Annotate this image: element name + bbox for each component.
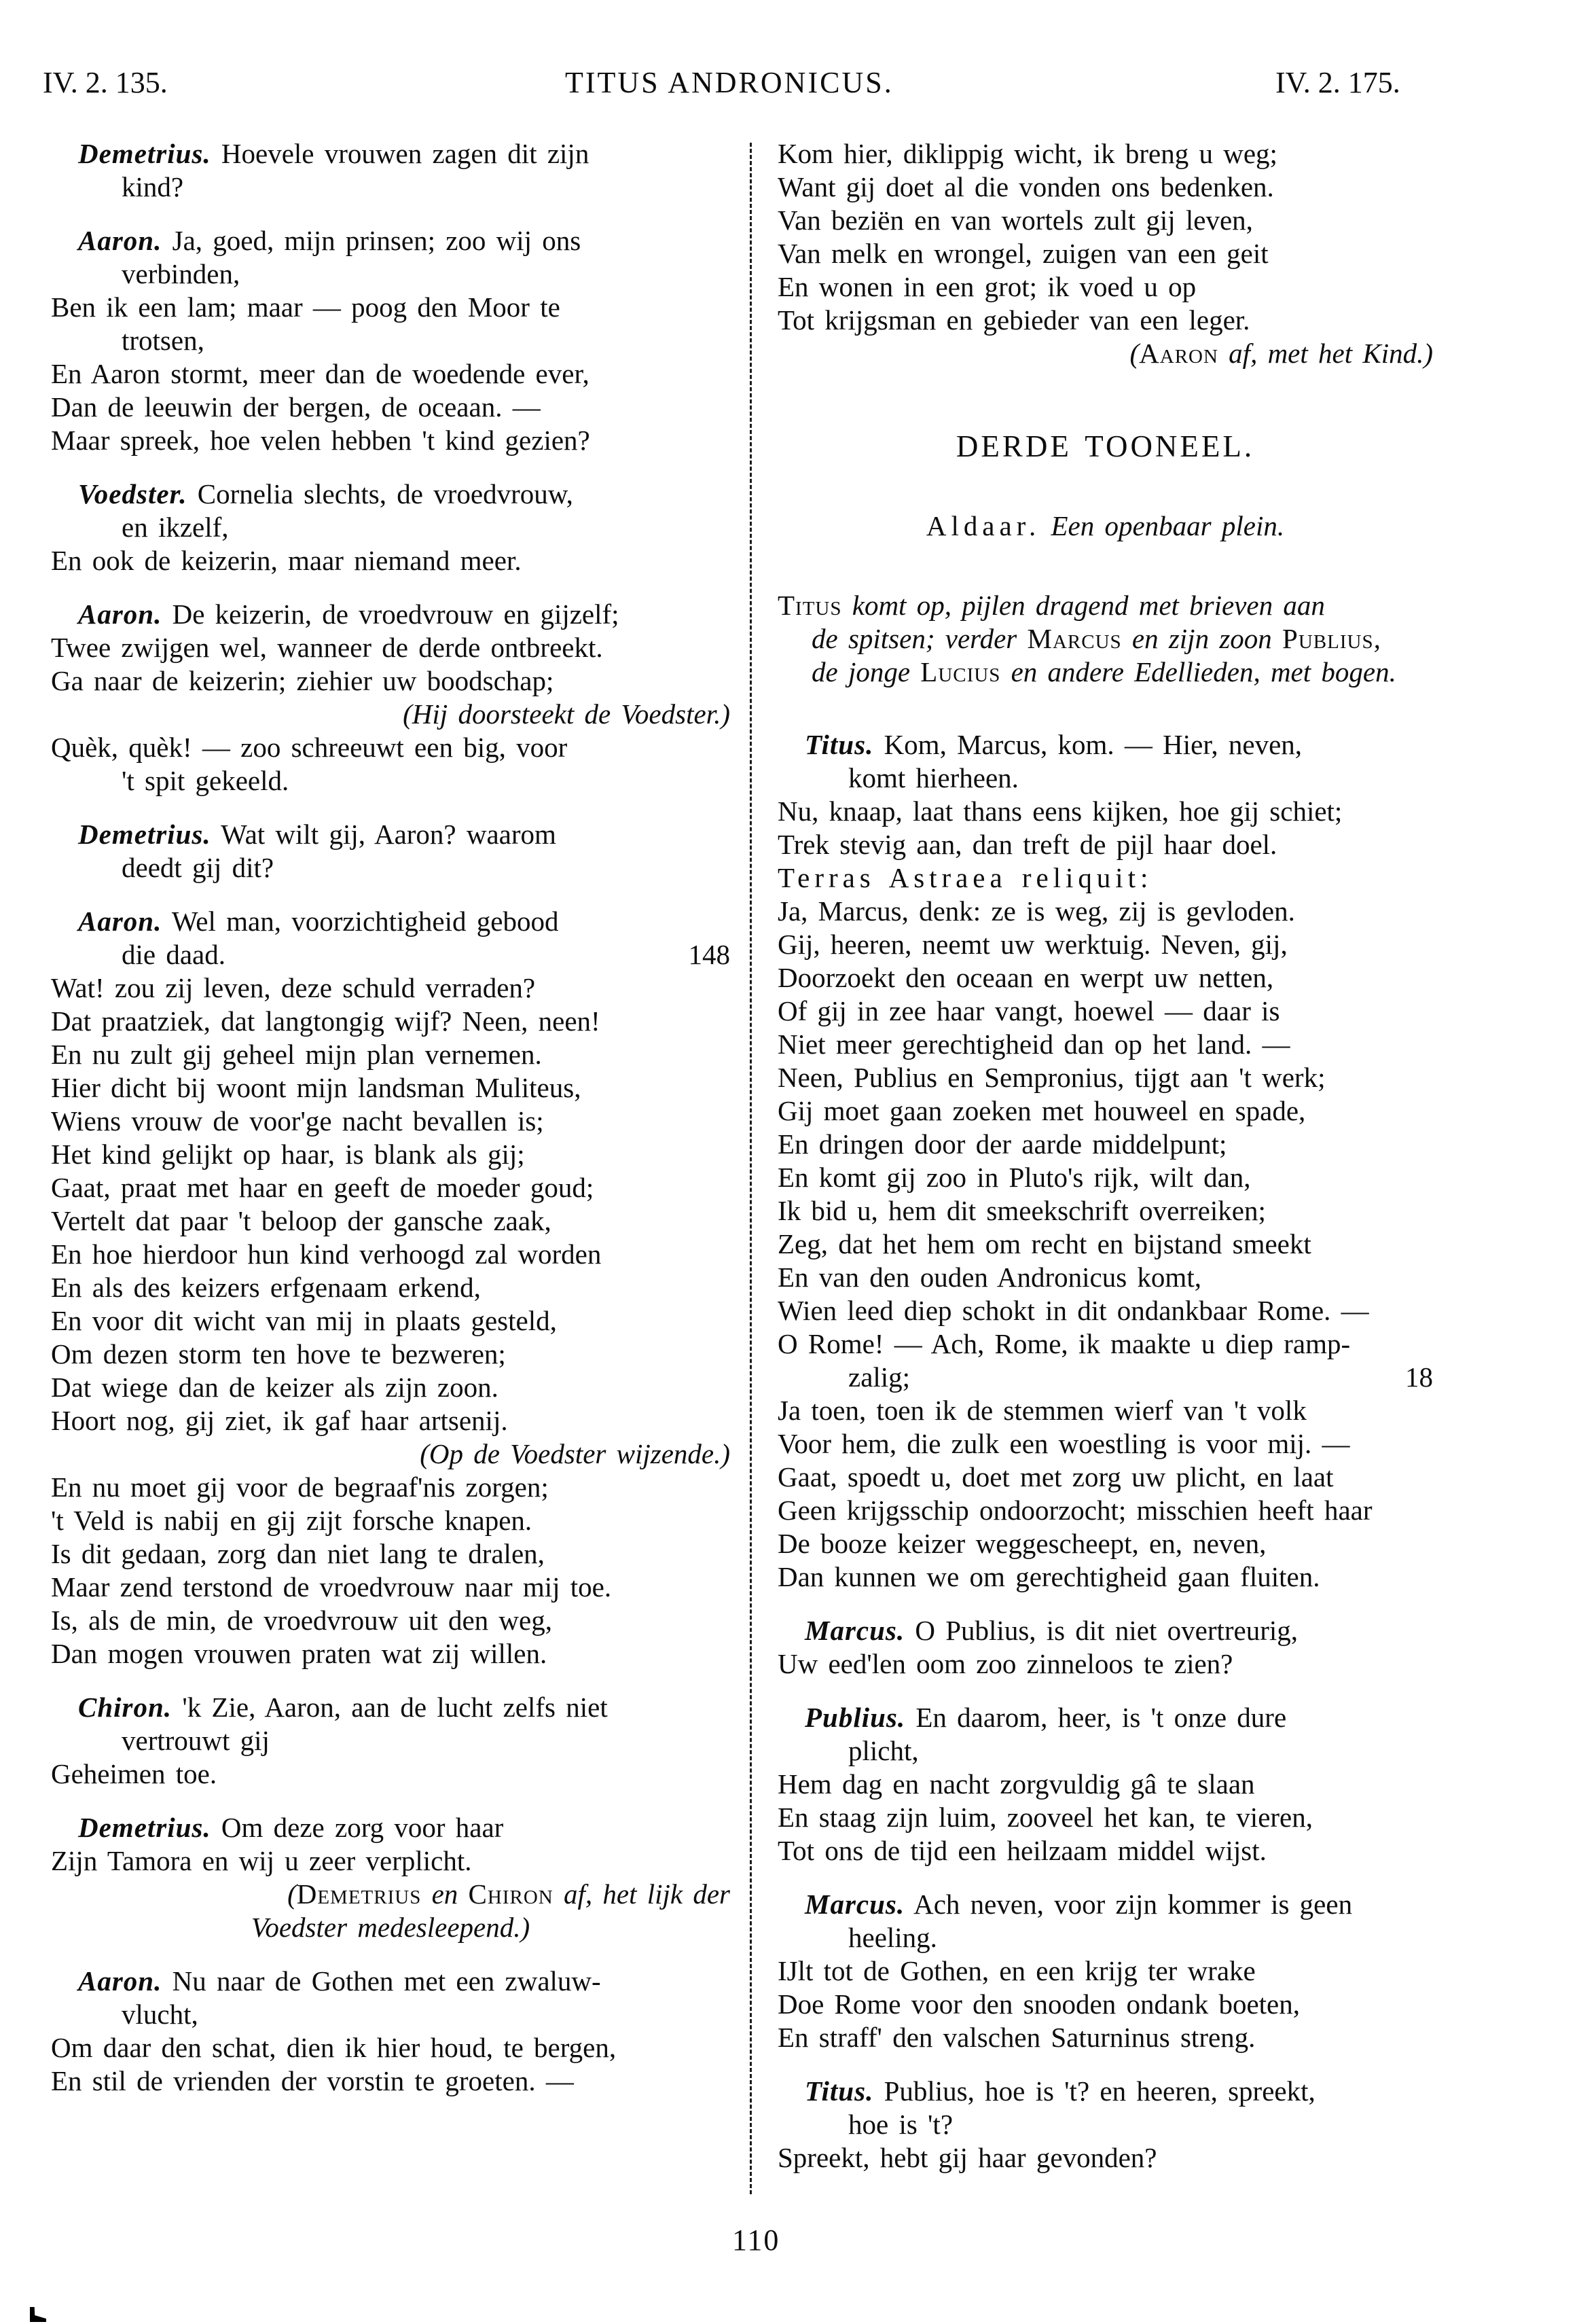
text-line — [51, 1911, 730, 1944]
speech-block — [51, 1965, 730, 2098]
left-column — [51, 137, 730, 2098]
text-line — [51, 631, 730, 664]
text-segment: Geen krijgsschip ondoorzocht; misschien heeft haar — [778, 1495, 1373, 1526]
text-line — [51, 731, 730, 764]
speech-block — [51, 905, 730, 1670]
speech-block — [778, 1614, 1433, 1681]
character-name-smallcaps: Titus — [778, 590, 842, 621]
text-line — [778, 1494, 1433, 1527]
text-segment: Nu, knaap, laat thans eens kijken, hoe gij schiet; — [778, 795, 1343, 827]
text-line — [51, 424, 730, 457]
speech-block — [51, 818, 730, 884]
text-segment: Dan mogen vrouwen praten wat zij willen. — [51, 1638, 547, 1669]
text-segment: Gaat, spoedt u, doet met zorg uw plicht, en laat — [778, 1461, 1334, 1492]
text-line — [51, 391, 730, 424]
text-segment: Hem dag en nacht zorgvuldig gâ te slaan — [778, 1768, 1255, 1800]
text-segment: Om dezen storm ten hove te bezweren; — [51, 1338, 506, 1370]
text-line — [778, 928, 1433, 961]
stage-direction-text: en zijn zoon — [1121, 623, 1283, 654]
text-segment: verbinden, — [122, 258, 240, 289]
text-line — [778, 1461, 1433, 1494]
text-segment: Nu naar de Gothen met een zwaluw- — [162, 1965, 601, 1997]
stage-direction-text: en — [421, 1878, 469, 1910]
text-line — [51, 698, 730, 731]
speaker-name: Titus. — [805, 2075, 874, 2107]
text-line — [51, 971, 730, 1005]
text-line — [51, 511, 730, 544]
text-line — [51, 1304, 730, 1338]
text-segment: En wonen in een grot; ik voed u op — [778, 271, 1197, 302]
page-number: 110 — [732, 2223, 780, 2257]
character-name-smallcaps: Marcus — [1027, 623, 1122, 654]
heading-block — [778, 430, 1433, 463]
page-corner-ink-mark — [30, 2307, 46, 2322]
text-line — [778, 1327, 1433, 1361]
running-head-title: TITUS ANDRONICUS. — [565, 66, 894, 99]
text-line — [778, 1228, 1433, 1261]
text-segment: Dan kunnen we om gerechtigheid gaan fluiten. — [778, 1561, 1320, 1592]
character-name-smallcaps: Demetrius — [296, 1878, 422, 1910]
text-line — [778, 1701, 1433, 1734]
text-segment: Wel man, voorzichtigheid gebood — [162, 906, 559, 937]
text-segment: Hoevele vrouwen zagen dit zijn — [211, 138, 589, 169]
text-line — [51, 291, 730, 324]
text-segment: zalig; — [848, 1361, 911, 1393]
text-line — [778, 237, 1433, 270]
speaker-name: Marcus. — [805, 1889, 905, 1920]
text-line — [51, 1371, 730, 1404]
text-segment: En voor dit wicht van mij in plaats gesteld, — [51, 1305, 557, 1336]
speech-block — [51, 224, 730, 457]
text-segment: 'k Zie, Aaron, aan de lucht zelfs niet — [172, 1692, 608, 1723]
text-line — [51, 1504, 730, 1537]
text-line — [51, 1604, 730, 1637]
text-line — [51, 1204, 730, 1238]
text-segment: Wat wilt gij, Aaron? waarom — [211, 819, 556, 850]
text-line — [778, 1427, 1433, 1461]
stage-direction-text: de spitsen; verder — [812, 623, 1028, 654]
text-line — [778, 1161, 1433, 1194]
text-line — [778, 1294, 1433, 1327]
text-line — [51, 171, 730, 204]
text-segment: Van beziën en van wortels zult gij leven, — [778, 204, 1253, 236]
stage-direction-text: af, het lijk der — [553, 1878, 730, 1910]
text-line — [778, 1094, 1433, 1128]
text-segment: Ik bid u, hem dit smeekschrift overreiken; — [778, 1195, 1266, 1226]
text-segment: Tot ons de tijd een heilzaam middel wijst. — [778, 1835, 1267, 1866]
speaker-name: Demetrius. — [78, 1812, 211, 1843]
text-segment: Is, als de min, de vroedvrouw uit den weg, — [51, 1605, 552, 1636]
right-column — [778, 137, 1433, 2175]
text-segment: die daad. — [122, 939, 225, 970]
text-segment: En van den ouden Andronicus komt, — [778, 1262, 1201, 1293]
text-line — [778, 589, 1433, 622]
speech-block — [778, 137, 1433, 370]
text-line — [51, 764, 730, 798]
text-segment: Twee zwijgen wel, wanneer de derde ontbreekt. — [51, 632, 603, 663]
text-segment: En staag zijn luim, zooveel het kan, te vieren, — [778, 1802, 1313, 1833]
text-segment: Wien leed diep schokt in dit ondankbaar Rome. — — [778, 1295, 1369, 1326]
text-line — [778, 204, 1433, 237]
text-line — [778, 1128, 1433, 1161]
text-line — [778, 2108, 1433, 2141]
text-line — [778, 622, 1433, 656]
speech-block — [778, 728, 1433, 1594]
text-line — [778, 137, 1433, 171]
text-line — [778, 1614, 1433, 1647]
text-line — [778, 430, 1433, 463]
text-line — [51, 137, 730, 171]
text-line — [778, 828, 1433, 861]
stage-direction-text: Voedster medesleepend.) — [251, 1912, 530, 1943]
text-line — [51, 1637, 730, 1670]
text-segment: O Publius, is dit niet overtreurig, — [905, 1615, 1299, 1646]
text-segment: Niet meer gerechtigheid dan op het land. — — [778, 1029, 1290, 1060]
text-line — [778, 337, 1433, 370]
text-segment: Wiens vrouw de voor'ge nacht bevallen is; — [51, 1105, 544, 1137]
text-line — [51, 544, 730, 577]
text-line — [778, 1768, 1433, 1801]
text-line — [778, 1647, 1433, 1681]
speech-block — [51, 1691, 730, 1791]
text-segment: Gij, heeren, neemt uw werktuig. Neven, gij, — [778, 929, 1288, 960]
text-line — [778, 995, 1433, 1028]
text-segment: DERDE TOONEEL. — [956, 429, 1255, 463]
text-segment: En Aaron stormt, meer dan de woedende ever, — [51, 358, 589, 389]
text-line — [778, 1028, 1433, 1061]
text-segment: Spreekt, hebt gij haar gevonden? — [778, 2142, 1157, 2173]
text-segment: vertrouwt gij — [122, 1725, 270, 1756]
stage-direction-text: ( — [287, 1878, 297, 1910]
text-line — [778, 895, 1433, 928]
text-segment: O Rome! — Ach, Rome, ik maakte u diep ramp- — [778, 1328, 1351, 1359]
spaced-text: Terras Astraea reliquit: — [778, 862, 1153, 893]
text-line — [51, 938, 730, 971]
text-segment — [1040, 510, 1051, 541]
speech-block — [51, 1811, 730, 1944]
stage-direction-text: de jonge — [812, 656, 921, 687]
text-segment: Tot krijgsman en gebieder van een leger. — [778, 304, 1250, 336]
speaker-name: Chiron. — [78, 1692, 173, 1723]
speaker-name: Aaron. — [78, 906, 162, 937]
text-segment: Zeg, dat het hem om recht en bijstand smeekt — [778, 1228, 1311, 1259]
text-segment: komt hierheen. — [848, 762, 1019, 793]
stage-direction-text: ( — [1129, 338, 1140, 369]
text-segment: Dat wiege dan de keizer als zijn zoon. — [51, 1372, 498, 1403]
text-segment: En nu moet gij voor de begraaf'nis zorgen; — [51, 1471, 549, 1503]
text-line — [51, 478, 730, 511]
text-line — [51, 1437, 730, 1471]
text-line — [51, 1571, 730, 1604]
text-segment: Doorzoekt den oceaan en werpt uw netten, — [778, 962, 1274, 993]
text-line — [778, 270, 1433, 304]
speaker-name: Publius. — [805, 1702, 906, 1733]
text-line — [51, 224, 730, 257]
text-line — [51, 1844, 730, 1878]
speaker-name: Marcus. — [805, 1615, 905, 1646]
text-segment: Maar zend terstond de vroedvrouw naar mij toe. — [51, 1571, 612, 1603]
text-segment: Of gij in zee haar vangt, hoewel — daar is — [778, 995, 1280, 1026]
speaker-name: Aaron. — [78, 1965, 162, 1997]
text-segment: Ga naar de keizerin; ziehier uw boodschap; — [51, 665, 554, 696]
speech-block — [51, 137, 730, 204]
verse-line-number: 148 — [688, 939, 730, 970]
text-line — [778, 1560, 1433, 1594]
entrance-block — [778, 589, 1433, 689]
stage-direction-text: Een openbaar plein. — [1051, 510, 1285, 541]
text-line — [778, 961, 1433, 995]
text-line — [51, 1038, 730, 1071]
text-line — [51, 851, 730, 884]
text-segment: Hier dicht bij woont mijn landsman Muliteus, — [51, 1072, 581, 1103]
text-line — [778, 762, 1433, 795]
text-segment: plicht, — [848, 1735, 919, 1766]
text-segment: trotsen, — [122, 325, 204, 356]
character-name-smallcaps: Aaron — [1139, 338, 1218, 369]
text-line — [778, 1954, 1433, 1988]
text-line — [778, 1061, 1433, 1094]
text-line — [51, 1404, 730, 1437]
text-line — [778, 1801, 1433, 1834]
text-line — [51, 1998, 730, 2031]
text-line — [51, 818, 730, 851]
text-line — [51, 1171, 730, 1204]
text-line — [51, 598, 730, 631]
text-segment: Doe Rome voor den snooden ondank boeten, — [778, 1988, 1300, 2020]
text-segment: Publius, hoe is 't? en heeren, spreekt, — [873, 2075, 1315, 2107]
text-segment: Ach neven, voor zijn kommer is geen — [905, 1889, 1353, 1920]
text-segment: En straff' den valschen Saturninus streng. — [778, 2022, 1256, 2053]
text-segment: deedt gij dit? — [122, 852, 274, 883]
text-segment: De keizerin, de vroedvrouw en gijzelf; — [162, 598, 619, 630]
stage-direction-text: en andere Edellieden, met bogen. — [1000, 656, 1396, 687]
text-line — [778, 1261, 1433, 1294]
text-line — [51, 2064, 730, 2098]
text-segment: 't Veld is nabij en gij zijt forsche knapen. — [51, 1505, 532, 1536]
text-segment: En ook de keizerin, maar niemand meer. — [51, 545, 522, 576]
character-name-smallcaps: Publius — [1282, 623, 1374, 654]
text-line — [51, 1105, 730, 1138]
text-segment: Ben ik een lam; maar — poog den Moor te — [51, 291, 560, 323]
text-segment: heeling. — [848, 1922, 937, 1953]
text-line — [778, 510, 1433, 543]
text-line — [51, 1537, 730, 1571]
verse-line-number: 18 — [1405, 1361, 1433, 1393]
text-line — [778, 656, 1433, 689]
text-segment: Hoort nog, gij ziet, ik gaf haar artsenij. — [51, 1405, 508, 1436]
text-segment: Zijn Tamora en wij u zeer verplicht. — [51, 1845, 472, 1876]
text-line — [778, 2075, 1433, 2108]
text-segment: Ja, goed, mijn prinsen; zoo wij ons — [162, 225, 581, 256]
text-line — [51, 324, 730, 357]
text-segment: hoe is 't? — [848, 2109, 954, 2140]
text-line — [51, 2031, 730, 2064]
spaced-text: Aldaar. — [926, 510, 1041, 541]
text-segment: Om deze zorg voor haar — [211, 1812, 504, 1843]
speech-block — [51, 598, 730, 798]
text-segment: Geheimen toe. — [51, 1758, 217, 1789]
text-line — [51, 257, 730, 291]
speech-block — [778, 2075, 1433, 2175]
text-line — [778, 1988, 1433, 2021]
text-segment: IJlt tot de Gothen, en een krijg ter wrake — [778, 1955, 1256, 1986]
text-line — [778, 2141, 1433, 2175]
text-segment: Van melk en wrongel, zuigen van een geit — [778, 238, 1269, 269]
speech-block — [778, 1701, 1433, 1867]
text-segment: en ikzelf, — [122, 512, 229, 543]
text-segment: Wat! zou zij leven, deze schuld verraden? — [51, 972, 536, 1003]
text-line — [778, 304, 1433, 337]
text-line — [778, 861, 1433, 895]
text-line — [778, 1888, 1433, 1921]
stage-direction-text: af, met het Kind.) — [1218, 338, 1433, 369]
speaker-name: Demetrius. — [78, 138, 211, 169]
text-segment: Is dit gedaan, zorg dan niet lang te dralen, — [51, 1538, 545, 1569]
text-line — [51, 1965, 730, 1998]
running-head-act-scene-left: IV. 2. 135. — [43, 66, 168, 99]
text-line — [51, 1271, 730, 1304]
text-line — [778, 728, 1433, 762]
speech-block — [778, 1888, 1433, 2054]
text-segment: En daarom, heer, is 't onze dure — [905, 1702, 1287, 1733]
stage-direction-text: (Op de Voedster wijzende.) — [420, 1438, 730, 1469]
text-line — [51, 905, 730, 938]
text-line — [778, 1394, 1433, 1427]
text-segment: Trek stevig aan, dan treft de pijl haar doel. — [778, 829, 1277, 860]
text-segment: En stil de vrienden der vorstin te groeten. — — [51, 2065, 574, 2096]
text-segment: Gaat, praat met haar en geeft de moeder goud; — [51, 1172, 594, 1203]
text-segment: En komt gij zoo in Pluto's rijk, wilt dan, — [778, 1162, 1251, 1193]
character-name-smallcaps: Lucius — [920, 656, 1001, 687]
text-segment: De booze keizer weggescheept, en, neven, — [778, 1528, 1267, 1559]
text-segment: Maar spreek, hoe velen hebben 't kind gezien? — [51, 425, 590, 456]
column-divider-rule — [750, 143, 752, 2194]
speaker-name: Aaron. — [78, 598, 162, 630]
text-segment: Kom hier, diklippig wicht, ik breng u weg; — [778, 138, 1277, 169]
text-line — [51, 1138, 730, 1171]
text-line — [778, 1921, 1433, 1954]
text-segment: En als des keizers erfgenaam erkend, — [51, 1272, 481, 1303]
text-line — [51, 1811, 730, 1844]
text-segment: Het kind gelijkt op haar, is blank als gij; — [51, 1139, 525, 1170]
text-line — [51, 1005, 730, 1038]
text-line — [51, 1338, 730, 1371]
text-line — [51, 1238, 730, 1271]
text-line — [778, 1834, 1433, 1867]
text-line — [778, 1734, 1433, 1768]
running-head-act-scene-right: IV. 2. 175. — [1275, 66, 1400, 99]
text-line — [51, 1878, 730, 1911]
text-line — [778, 795, 1433, 828]
speaker-name: Voedster. — [78, 478, 187, 510]
text-segment: Uw eed'len oom zoo zinneloos te zien? — [778, 1648, 1233, 1679]
text-segment: Ja, Marcus, denk: ze is weg, zij is gevloden. — [778, 895, 1295, 927]
text-segment: En dringen door der aarde middelpunt; — [778, 1128, 1227, 1160]
character-name-smallcaps: Chiron — [468, 1878, 553, 1910]
text-line — [778, 2021, 1433, 2054]
text-line — [778, 1527, 1433, 1560]
stage-direction-text: komt op, pijlen dragend met brieven aan — [841, 590, 1325, 621]
text-line — [51, 664, 730, 698]
text-segment: Quèk, quèk! — zoo schreeuwt een big, voor — [51, 732, 568, 763]
scene-loc-block — [778, 510, 1433, 543]
stage-direction-text: (Hij doorsteekt de Voedster.) — [403, 698, 730, 730]
text-line — [51, 1691, 730, 1724]
text-segment: Kom, Marcus, kom. — Hier, neven, — [873, 729, 1303, 760]
speech-block — [51, 478, 730, 577]
text-line — [778, 171, 1433, 204]
stage-direction-text: , — [1373, 623, 1381, 654]
text-line — [51, 357, 730, 391]
text-segment: Dan de leeuwin der bergen, de oceaan. — — [51, 391, 541, 423]
text-segment: En hoe hierdoor hun kind verhoogd zal worden — [51, 1238, 602, 1270]
text-segment: Neen, Publius en Sempronius, tijgt aan 't werk; — [778, 1062, 1326, 1093]
text-segment: Gij moet gaan zoeken met houweel en spade, — [778, 1095, 1306, 1126]
text-segment: Dat praatziek, dat langtongig wijf? Neen, neen! — [51, 1005, 600, 1037]
text-segment: kind? — [122, 171, 184, 202]
text-segment: Want gij doet al die vonden ons bedenken. — [778, 171, 1274, 202]
text-segment: vlucht, — [122, 1999, 198, 2030]
text-segment: En nu zult gij geheel mijn plan vernemen. — [51, 1039, 542, 1070]
text-line — [778, 1361, 1433, 1394]
text-line — [51, 1071, 730, 1105]
text-segment: Om daar den schat, dien ik hier houd, te bergen, — [51, 2032, 617, 2063]
text-segment: 't spit gekeeld. — [122, 765, 289, 796]
text-segment: Ja toen, toen ik de stemmen wierf van 't volk — [778, 1395, 1307, 1426]
text-line — [778, 1194, 1433, 1228]
text-segment: Cornelia slechts, de vroedvrouw, — [187, 478, 573, 510]
text-line — [51, 1724, 730, 1757]
speaker-name: Aaron. — [78, 225, 162, 256]
text-segment: Voor hem, die zulk een woestling is voor mij. — — [778, 1428, 1350, 1459]
text-segment: Vertelt dat paar 't beloop der gansche zaak, — [51, 1205, 551, 1236]
text-line — [51, 1471, 730, 1504]
speaker-name: Demetrius. — [78, 819, 211, 850]
text-line — [51, 1757, 730, 1791]
speaker-name: Titus. — [805, 729, 874, 760]
